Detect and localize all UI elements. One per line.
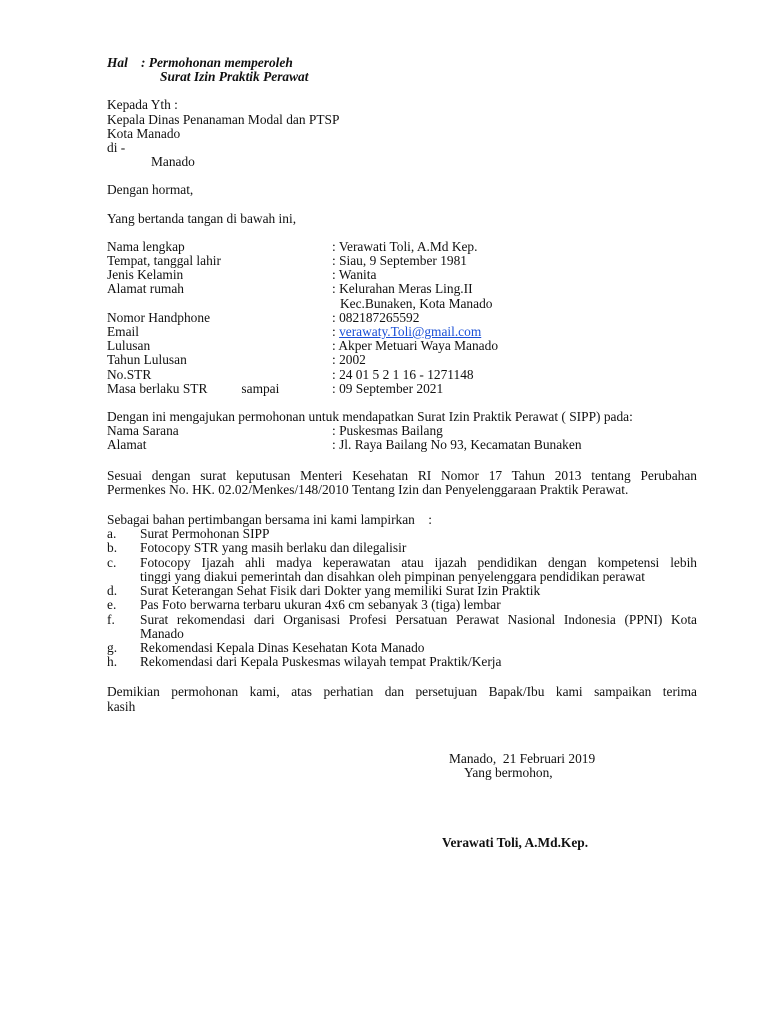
recipient-block [107, 98, 697, 169]
recipient-line-2: Kepala Dinas Penanaman Modal dan PTSP [107, 111, 340, 127]
attachments-intro: Sebagai bahan pertimbangan bersama ini kami lampirkan : [107, 512, 432, 528]
field-value: : Wanita [332, 267, 377, 283]
field-value: : Puskesmas Bailang [332, 423, 443, 439]
list-text: Rekomendasi dari Kepala Puskesmas wilayah tempat Praktik/Kerja [140, 654, 502, 670]
list-item [107, 541, 697, 555]
field-value: Kec.Bunaken, Kota Manado [340, 295, 493, 311]
field-row-address [107, 282, 697, 296]
list-item [107, 613, 697, 641]
field-row-str [107, 368, 697, 382]
field-label-extra: sampai [241, 380, 280, 396]
list-marker: c. [107, 554, 117, 570]
field-label: Nama lengkap [107, 238, 185, 254]
subject-text-2: Surat Izin Praktik Perawat [160, 69, 309, 85]
recipient-line-5: Manado [151, 154, 195, 170]
field-row-phone [107, 311, 697, 325]
field-row-name [107, 240, 697, 254]
field-label: Lulusan [107, 338, 151, 354]
subject-label: Hal [107, 55, 128, 70]
email-prefix: : [332, 324, 340, 340]
field-label: Nomor Handphone [107, 309, 211, 325]
field-label: Nama Sarana [107, 423, 179, 439]
list-text: Rekomendasi Kepala Dinas Kesehatan Kota Manado [140, 639, 425, 655]
field-label: Tempat, tanggal lahir [107, 253, 221, 269]
subject-text-1: : Permohonan memperoleh [141, 55, 293, 70]
field-row-str-valid [107, 382, 697, 396]
list-text: Surat Keterangan Sehat Fisik dari Dokter yang memiliki Surat Izin Praktik [140, 583, 541, 599]
field-label: Tahun Lulusan [107, 352, 187, 368]
field-row-facility [107, 424, 697, 438]
field-row-facility-address [107, 438, 697, 452]
list-marker: f. [107, 611, 115, 627]
request-intro: Dengan ini mengajukan permohonan untuk mendapatkan Surat Izin Praktik Perawat ( SIPP) pada: [107, 409, 633, 425]
list-item [107, 598, 697, 612]
email-link[interactable]: verawaty.Toli@gmail.com [339, 324, 482, 340]
closing-line-2: kasih [107, 698, 136, 714]
signature-area [107, 714, 697, 864]
list-marker: d. [107, 583, 118, 599]
list-marker: e. [107, 597, 117, 613]
attachments-block [107, 513, 697, 669]
field-label: Jenis Kelamin [107, 267, 184, 283]
greeting: Dengan hormat, [107, 182, 194, 198]
regulation-line-2: Permenkes No. HK. 02.02/Menkes/148/2010 Tentang Izin dan Penyelenggaraan Praktik Perawat. [107, 481, 629, 497]
field-label [107, 297, 332, 311]
list-text: Fotocopy STR yang masih berlaku dan dilegalisir [140, 540, 407, 556]
applicant-fields [107, 240, 697, 396]
field-row-gender [107, 268, 697, 282]
recipient-line-3: Kota Manado [107, 125, 181, 141]
signer-name: Verawati Toli, A.Md.Kep. [442, 834, 589, 850]
field-row-email [107, 325, 697, 339]
list-marker: b. [107, 540, 118, 556]
intro-text: Yang bertanda tangan di bawah ini, [107, 210, 297, 226]
field-label: Masa berlaku STR [107, 380, 208, 396]
field-label: Alamat rumah [107, 281, 184, 297]
list-item [107, 556, 697, 584]
place-date: Manado, 21 Februari 2019 [449, 750, 596, 766]
subject-block [107, 56, 697, 84]
field-value: : Verawati Toli, A.Md Kep. [332, 238, 478, 254]
field-row-address-cont [107, 297, 697, 311]
list-item [107, 641, 697, 655]
list-item [107, 527, 697, 541]
recipient-line-4: di - [107, 140, 126, 156]
list-text: Surat rekomendasi dari Organisasi Profesi Persatuan Perawat Nasional Indonesia (PPNI) Kota [140, 611, 697, 627]
list-marker: g. [107, 639, 118, 655]
field-value: : Akper Metuari Waya Manado [332, 338, 499, 354]
field-value: : 24 01 5 2 1 16 - 1271148 [332, 366, 474, 382]
field-row-birth [107, 254, 697, 268]
list-text: Manado [140, 625, 184, 641]
list-marker: h. [107, 654, 118, 670]
field-value: : 082187265592 [332, 309, 420, 325]
field-value: : Jl. Raya Bailang No 93, Kecamatan Bunaken [332, 437, 582, 453]
place-date-block [449, 752, 595, 780]
list-marker: a. [107, 526, 117, 542]
list-item [107, 584, 697, 598]
field-label: No.STR [107, 366, 152, 382]
field-value: : Kelurahan Meras Ling.II [332, 281, 473, 297]
field-label: Alamat [107, 437, 147, 453]
list-text: Pas Foto berwarna terbaru ukuran 4x6 cm sebanyak 3 (tiga) lembar [140, 597, 501, 613]
request-block [107, 410, 697, 453]
field-label: Email [107, 324, 139, 340]
field-row-school [107, 339, 697, 353]
list-text: tinggi yang diakui pemerintah dan disahkan oleh pimpinan penyelenggara pendidikan perawat [140, 568, 645, 584]
field-value-email [332, 325, 481, 339]
field-label-group [107, 382, 332, 396]
subject-line-1 [107, 56, 697, 70]
list-text: Fotocopy Ijazah ahli madya keperawatan atau ijazah pendidikan dengan kompetensi lebih [140, 554, 697, 570]
list-item [107, 655, 697, 669]
field-value: : 09 September 2021 [332, 380, 444, 396]
letter-page [107, 56, 697, 864]
respectfully: Yang bermohon, [464, 764, 553, 780]
regulation-line-1: Sesuai dengan surat keputusan Menteri Kesehatan RI Nomor 17 Tahun 2013 tentang Perubahan [107, 467, 697, 483]
regulation-block [107, 469, 697, 497]
closing-block [107, 685, 697, 713]
list-text-group [140, 613, 697, 641]
closing-line-1: Demikian permohonan kami, atas perhatian dan persetujuan Bapak/Ibu kami sampaikan terima [107, 684, 697, 700]
field-value: : Siau, 9 September 1981 [332, 253, 468, 269]
recipient-line-1: Kepada Yth : [107, 97, 178, 113]
field-value: : 2002 [332, 352, 366, 368]
field-row-grad-year [107, 353, 697, 367]
list-text-group [140, 556, 697, 584]
list-text: Surat Permohonan SIPP [140, 526, 270, 542]
